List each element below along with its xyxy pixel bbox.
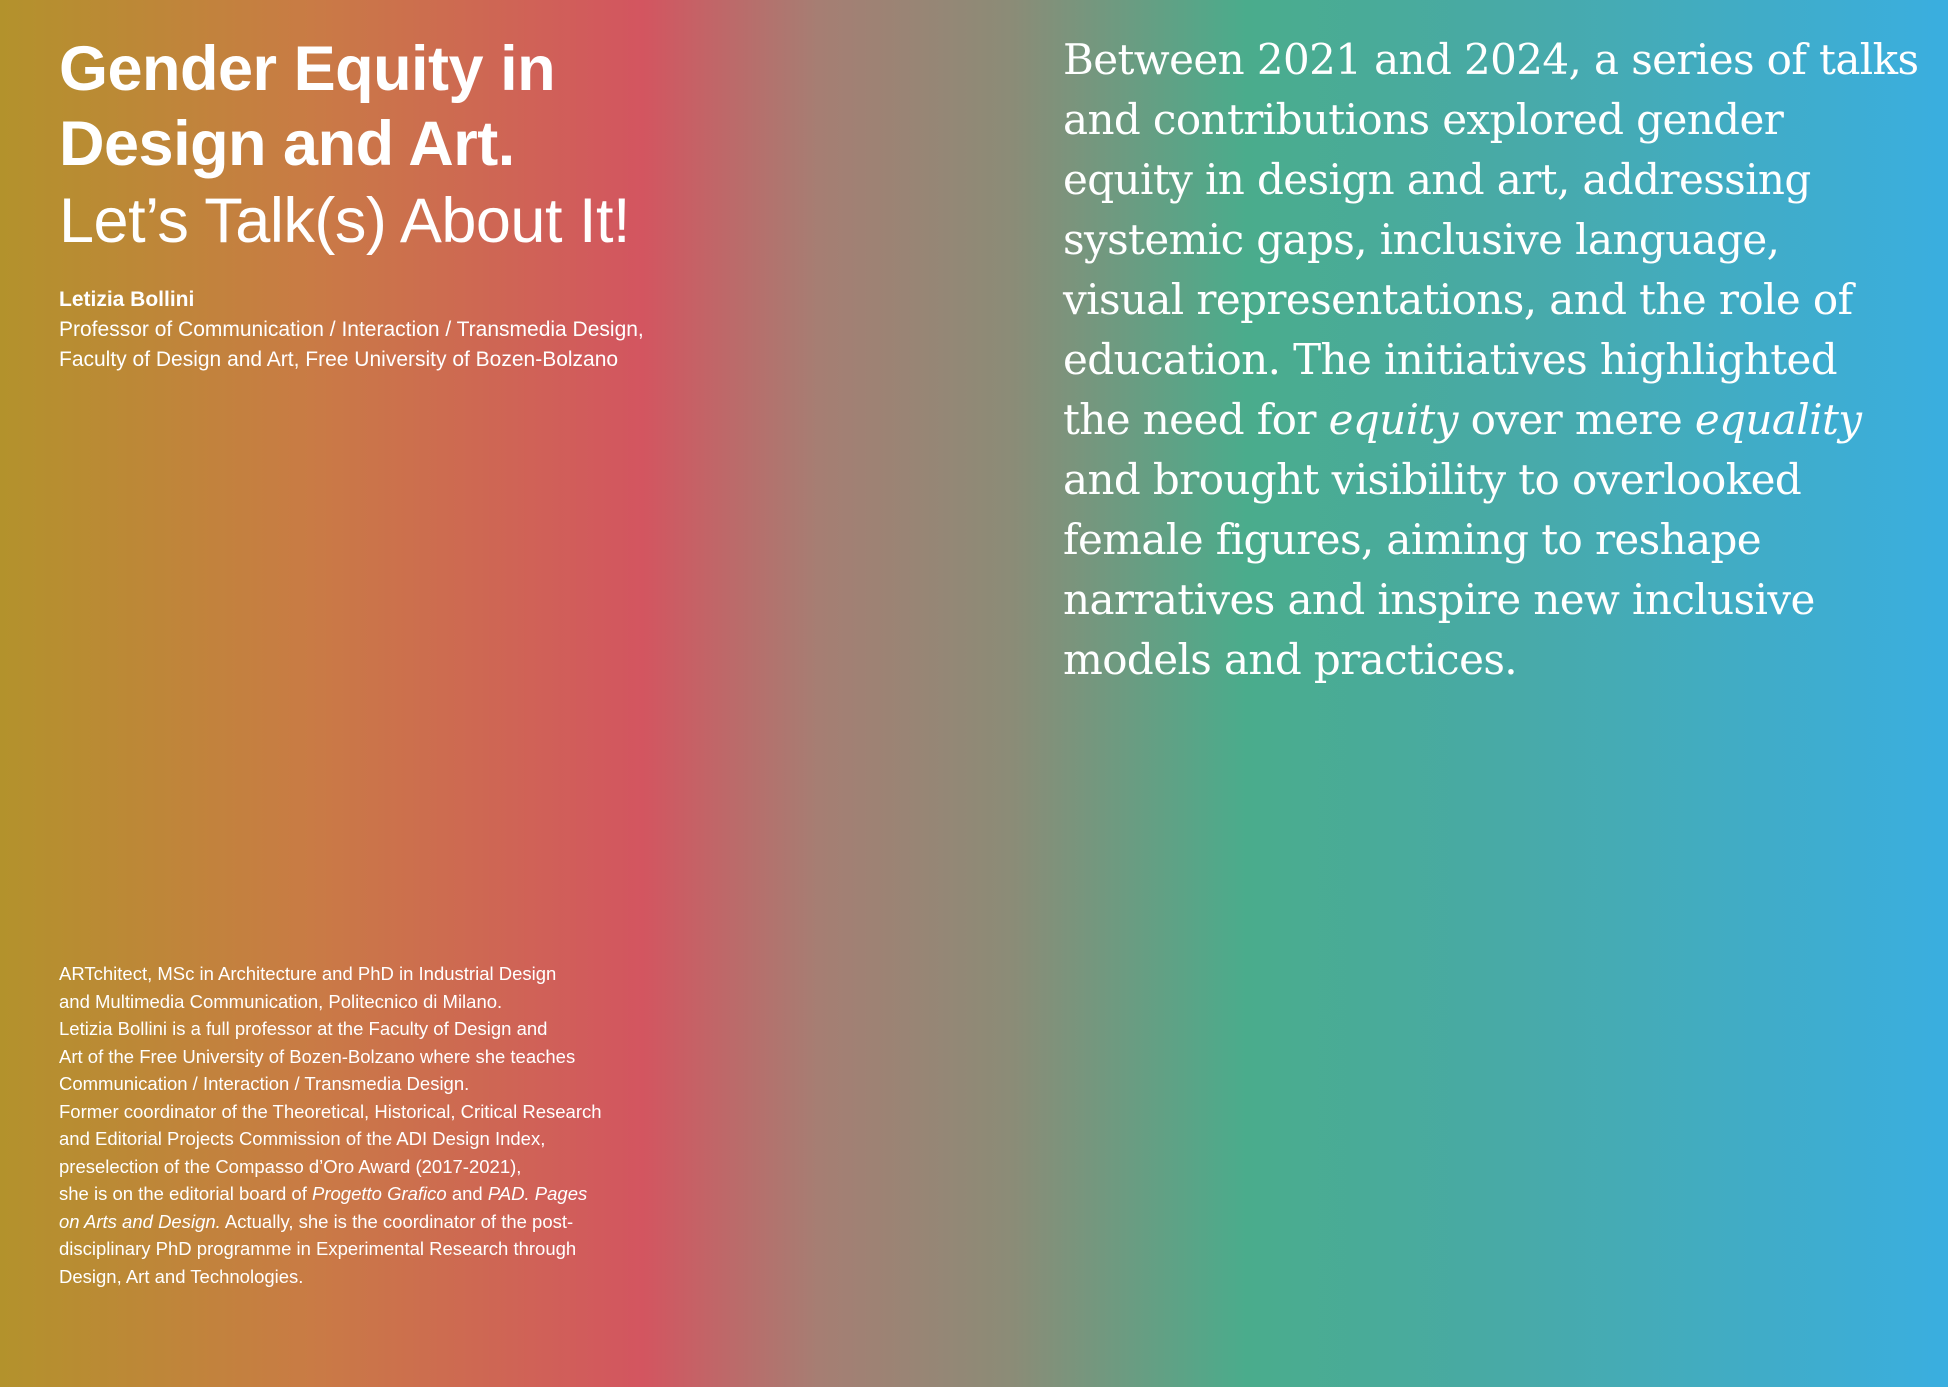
bio-line: and Multimedia Communication, Politecnico di Milano.: [59, 990, 503, 1012]
title-line-1: Gender Equity in: [59, 34, 556, 104]
bio-text: she is on the editorial board of: [59, 1183, 312, 1204]
bio-line: Former coordinator of the Theoretical, Historical, Critical Research: [59, 1100, 602, 1122]
journal-title-pad-continued: on Arts and Design.: [59, 1210, 221, 1232]
journal-title-pad: PAD. Pages: [487, 1183, 588, 1204]
abstract-line: Between 2021 and 2024, a series of talks: [1063, 35, 1919, 84]
abstract-text: the need for: [1063, 395, 1329, 444]
author-bio: [59, 960, 699, 1290]
abstract-line: models and practices.: [1063, 635, 1518, 684]
subtitle: Let’s Talk(s) About It!: [59, 186, 630, 256]
author-role-line-2: Faculty of Design and Art, Free University of Bozen-Bolzano: [59, 348, 619, 371]
journal-title-progetto-grafico: Progetto Grafico: [312, 1183, 447, 1204]
bio-line: ARTchitect, MSc in Architecture and PhD in Industrial Design: [59, 963, 557, 984]
bio-line: preselection of the Compasso d’Oro Award (2017-2021),: [59, 1155, 522, 1177]
abstract-line: visual representations, and the role of: [1063, 275, 1853, 324]
bio-text: and: [446, 1183, 488, 1204]
emphasis-equality: equality: [1694, 395, 1862, 444]
author-role-line-1: Professor of Communication / Interaction / Transmedia Design,: [59, 318, 644, 341]
abstract-line: and contributions explored gender: [1063, 95, 1784, 144]
bio-line: Letizia Bollini is a full professor at the Faculty of Design and: [59, 1018, 548, 1039]
abstract-line: narratives and inspire new inclusive: [1063, 575, 1815, 624]
emphasis-equity: equity: [1328, 395, 1458, 444]
title-line-2: Design and Art.: [59, 109, 515, 179]
bio-line: [59, 1180, 699, 1208]
bio-line: Art of the Free University of Bozen-Bolzano where she teaches: [59, 1045, 576, 1067]
bio-line: disciplinary PhD programme in Experimental Research through: [59, 1238, 577, 1259]
bio-line: Communication / Interaction / Transmedia Design.: [59, 1073, 470, 1094]
abstract-text: over mere: [1457, 395, 1695, 444]
title-block: [59, 32, 779, 375]
abstract: [1063, 30, 1923, 690]
bio-line: Design, Art and Technologies.: [59, 1265, 304, 1287]
abstract-line: and brought visibility to overlooked: [1063, 455, 1802, 504]
abstract-line: equity in design and art, addressing: [1063, 155, 1811, 204]
bio-line: and Editorial Projects Commission of the ADI Design Index,: [59, 1128, 546, 1149]
abstract-line: systemic gaps, inclusive language,: [1063, 215, 1780, 264]
bio-line: [59, 1208, 699, 1236]
abstract-line: [1063, 390, 1923, 450]
bio-text: Actually, she is the coordinator of the post-: [220, 1210, 574, 1232]
abstract-line: education. The initiatives highlighted: [1063, 335, 1838, 384]
abstract-line: female figures, aiming to reshape: [1063, 515, 1762, 564]
author-name: Letizia Bollini: [59, 288, 195, 311]
author-block: [59, 285, 779, 375]
